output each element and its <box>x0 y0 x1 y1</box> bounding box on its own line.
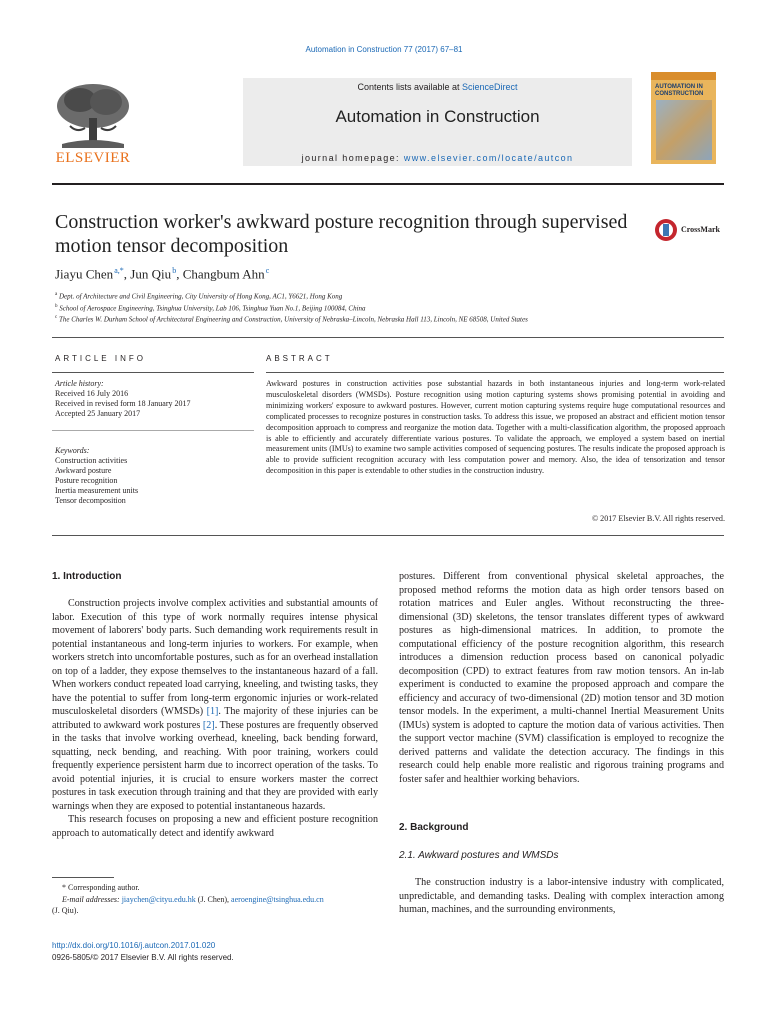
author-name[interactable]: Changbum Ahn <box>182 266 265 282</box>
journal-title: Automation in Construction <box>335 107 540 126</box>
email-owner: (J. Chen), <box>195 894 232 904</box>
article-info-rule <box>52 372 254 373</box>
citation-link[interactable]: [1] <box>206 706 219 717</box>
cover-title: AUTOMATION IN CONSTRUCTION <box>655 84 704 97</box>
email-owner: (J. Qiu). <box>52 906 79 915</box>
keyword: Awkward posture <box>55 466 112 475</box>
affiliation <box>55 315 528 323</box>
keywords-label: Keywords: <box>55 446 90 455</box>
affiliation-marker: b <box>55 304 58 309</box>
doi-link[interactable]: http://dx.doi.org/10.1016/j.autcon.2017.01.020 <box>52 941 216 950</box>
journal-cover[interactable] <box>651 72 716 164</box>
abstract-rule <box>266 372 724 373</box>
email-link[interactable]: jiaychen@cityu.edu.hk <box>121 894 196 904</box>
affiliation-text: School of Aerospace Engineering, Tsinghua University, Lab 106, Tsinghua Yuan No.1, Beijing 100084, China <box>59 304 366 313</box>
email-label: E-mail addresses: <box>62 894 122 904</box>
email-line <box>52 894 378 906</box>
footnote <box>52 882 378 917</box>
body-paragraph: The construction industry is a labor-intensive industry with complicated, unpredictable, and demanding tasks. Dealing with complex interaction among human, machines, and the surrounding environments, <box>399 877 724 915</box>
elsevier-wordmark: ELSEVIER <box>55 150 131 166</box>
cover-top-band <box>651 72 716 80</box>
history-item: Received 16 July 2016 <box>55 389 129 398</box>
author-name[interactable]: Jun Qiu <box>130 266 172 282</box>
keyword: Tensor decomposition <box>55 496 126 505</box>
affiliation-rule <box>52 337 724 338</box>
keyword: Inertia measurement units <box>55 486 139 495</box>
section-heading-introduction: 1. Introduction <box>52 571 122 582</box>
abstract-text: Awkward postures in construction activities pose substantial hazards in both instantaneous injuries and long-term work-related musculoskeletal disorders (WMSDs). Posture recognition using motion capturing systems shows promising potential in avoiding and minimizing workers' exposure to awkward postures. However, current motion capturing systems require huge computational resources and complicated processes to recognize postures in construction tasks. To address this issue, we proposed an abstract and efficient motion tensor decomposition approach to compress and reorganize the motion data. Together with a multi-classification algorithm, the proposed approach is able to efficiently and accurately differentiate various postures. To validate the approach, we employed a system based on inertial measurement units (IMUs) to examine two sample activities composed of sequencing postures. The results indicate the proposed approach is able to provide sufficient recognition accuracy with less computation power and memory. Also, the idea of tensorization and tensor decomposition in this paper is extendable to other studies in the construction industry. <box>266 379 725 476</box>
corresponding-author: * Corresponding author. <box>62 883 140 892</box>
history-item: Accepted 25 January 2017 <box>55 409 141 418</box>
history-rule <box>52 430 254 431</box>
paper-title: Construction worker's awkward posture recognition through supervised motion tensor decomposition <box>55 211 628 257</box>
affiliation <box>55 292 342 300</box>
abstract-heading: ABSTRACT <box>266 354 333 363</box>
right-column-text-2 <box>399 876 724 917</box>
intro-paragraph <box>52 597 378 813</box>
crossmark-label: CrossMark <box>681 225 720 234</box>
intro-text: . These postures are frequently observed in the tasks that involve working overhead, kneeling, back bending forward, squatting, neck bending, and reaching. With poor training, workers could frequently experience persistent harm due to incorrect operation of the tasks. To avoid potential injuries, it is crucial to ensure workers master the correct postures in task execution through training and that they are provided with early warnings when they are exposed to potential instantaneous hazards. <box>52 719 378 812</box>
history-item: Received in revised form 18 January 2017 <box>55 399 191 408</box>
author-affil-marker[interactable]: b <box>172 266 177 275</box>
keywords-block <box>55 446 255 506</box>
affiliation <box>55 304 366 312</box>
author-name[interactable]: Jiayu Chen <box>55 266 114 282</box>
intro-text: . The majority of these injuries can be attributed to awkward work postures <box>52 706 378 731</box>
right-column-text <box>399 570 724 786</box>
affiliation-text: Dept. of Architecture and Civil Engineering, City University of Hong Kong, AC1, Y6621, Hong Kong <box>58 292 343 301</box>
history-label: Article history: <box>55 379 104 388</box>
subsection-heading: 2.1. Awkward postures and WMSDs <box>399 850 559 861</box>
doi-block <box>52 940 234 963</box>
affiliation-marker: c <box>55 315 58 320</box>
author-list: Jiayu Chen $^{a,*}$, Jun Qiu $^b$, Changbum Ahn $^c$ <box>55 266 270 282</box>
elsevier-tree-logo <box>52 78 134 160</box>
crossmark-icon <box>654 218 678 242</box>
contents-line <box>243 82 632 92</box>
issn-copyright: 0926-5805/© 2017 Elsevier B.V. All rights reserved. <box>52 952 234 962</box>
keyword: Construction activities <box>55 456 128 465</box>
citation-link[interactable]: [2] <box>202 719 215 731</box>
journal-reference-link[interactable]: Automation in Construction 77 (2017) 67–81 <box>305 45 463 54</box>
contents-prefix: Contents lists available at <box>357 82 463 92</box>
author-affil-marker[interactable]: a,* <box>114 266 124 275</box>
keyword: Posture recognition <box>55 476 118 485</box>
abstract-copyright: © 2017 Elsevier B.V. All rights reserved. <box>591 514 725 523</box>
affiliation-text: The Charles W. Durham School of Architectural Engineering and Construction, University of Nebraska–Lincoln, Nebraska Hall 113, Lincoln, NE 68508, United States <box>58 315 528 324</box>
article-history <box>55 379 255 419</box>
crossmark-badge[interactable] <box>654 216 726 244</box>
left-column-text <box>52 597 378 840</box>
author-affil-marker[interactable]: c <box>265 266 270 275</box>
footnote-rule <box>52 877 114 878</box>
body-paragraph: postures. Different from conventional physical skeletal approaches, the proposed method reforms the motion data as high order tensors based on rotation matrices and Euler angles. Without reconstructing the three-dimensional (3D) skeletons, the tensor translates different types of awkward postures as high-dimensional matrices. In addition, to promote the computational efficiency of the posture recognition algorithm, this research introduces a dimension reduction process based on canonical polyadic decomposition (CPD) to extract features from raw motion tensors. An in-lab experiment is conducted to examine the proposed approach and compare the efficiency and accuracy of two-dimensional (2D) motion tensor and 3D motion tensor models. In the experiment, a multi-channel Inertial Measurement Units (IMUs) system is adopted to capture the motion data of various activities. Then the support vector machine (SVM) classification is employed to recognize the derived patterns and validate the detection accuracy. The findings in this research could help enable more realistic and rigorous training programs and foster safer and healthier working behaviors. <box>399 571 724 785</box>
homepage-link[interactable]: www.elsevier.com/locate/autcon <box>403 153 574 163</box>
abstract-bottom-rule <box>52 535 724 536</box>
section-heading-background: 2. Background <box>399 822 469 833</box>
homepage-prefix: journal homepage: <box>301 153 404 163</box>
header-rule <box>52 183 724 185</box>
cover-image <box>656 100 712 160</box>
journal-homepage <box>243 153 632 163</box>
sciencedirect-link[interactable]: ScienceDirect <box>462 82 518 92</box>
intro-text: Construction projects involve complex activities and substantial amounts of labor. Execution of this type of work normally requires intense physical movement of laborers' body parts. Such demanding work requirements result in potential instantaneous and long-term injuries to workers. For example, when workers stretch into uncomfortable postures, such as for an overhead installation on top of a ladder, they expose themselves to the instantaneous hazard of a fall. When workers conduct repeated load carrying, kneeling, and twisting tasks, they have the potential to suffer from long-term ergonomic injuries or work-related musculoskeletal disorders (WMSDs) <box>52 598 378 717</box>
intro-paragraph: This research focuses on proposing a new and efficient posture recognition approach to automatically detect and identify awkward <box>52 814 378 839</box>
affiliation-marker: a <box>55 292 58 297</box>
email-link[interactable]: aeroengine@tsinghua.edu.cn <box>231 894 324 904</box>
article-info-heading: ARTICLE INFO <box>55 354 146 363</box>
